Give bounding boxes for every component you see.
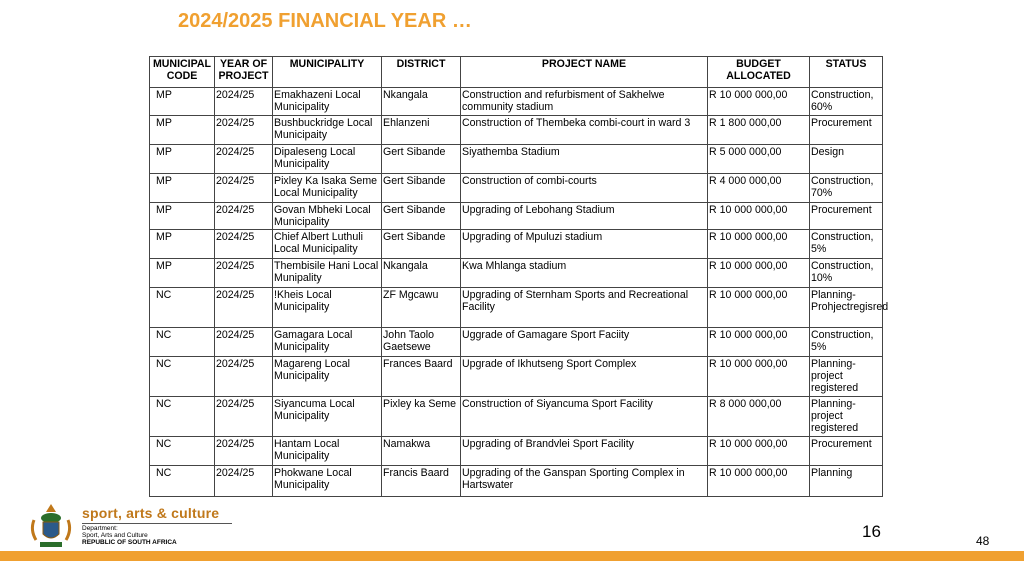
cell-district: John Taolo Gaetsewe xyxy=(382,328,461,357)
cell-status: Procurement xyxy=(810,203,883,230)
cell-year: 2024/25 xyxy=(215,466,273,497)
cell-district: Gert Sibande xyxy=(382,174,461,203)
cell-district: Gert Sibande xyxy=(382,230,461,259)
cell-municipal-code: NC xyxy=(150,466,215,497)
cell-municipality: Emakhazeni Local Municipality xyxy=(273,88,382,116)
cell-year: 2024/25 xyxy=(215,203,273,230)
cell-status: Planning-Prohjectregisred xyxy=(810,288,883,328)
header-year-of-project: YEAR OF PROJECT xyxy=(215,57,273,88)
dept-line3: REPUBLIC OF SOUTH AFRICA xyxy=(82,539,177,546)
header-budget-allocated: BUDGET ALLOCATED xyxy=(708,57,810,88)
cell-project-name: Upgrading of the Ganspan Sporting Complex in Hartswater xyxy=(461,466,708,497)
cell-status: Construction, 5% xyxy=(810,230,883,259)
coat-of-arms-logo xyxy=(26,500,76,550)
table-row xyxy=(150,437,883,466)
cell-status: Planning-project registered xyxy=(810,357,883,397)
cell-municipality: Siyancuma Local Municipality xyxy=(273,397,382,437)
header-status: STATUS xyxy=(810,57,883,88)
table-row xyxy=(150,145,883,174)
cell-project-name: Construction of Thembeka combi-court in ward 3 xyxy=(461,116,708,145)
cell-municipal-code: MP xyxy=(150,116,215,145)
cell-municipal-code: MP xyxy=(150,230,215,259)
header-municipality: MUNICIPALITY xyxy=(273,57,382,88)
cell-municipality: Thembisile Hani Local Munipality xyxy=(273,259,382,288)
cell-budget: R 10 000 000,00 xyxy=(708,288,810,328)
cell-budget: R 10 000 000,00 xyxy=(708,88,810,116)
cell-municipality: Chief Albert Luthuli Local Municipality xyxy=(273,230,382,259)
table-row xyxy=(150,88,883,116)
cell-district: Francis Baard xyxy=(382,466,461,497)
cell-municipality: !Kheis Local Municipality xyxy=(273,288,382,328)
cell-district: Nkangala xyxy=(382,259,461,288)
cell-municipal-code: NC xyxy=(150,357,215,397)
table-row xyxy=(150,116,883,145)
cell-project-name: Construction of combi-courts xyxy=(461,174,708,203)
cell-municipality: Hantam Local Municipality xyxy=(273,437,382,466)
cell-project-name: Uggrade of Gamagare Sport Faciity xyxy=(461,328,708,357)
cell-budget: R 10 000 000,00 xyxy=(708,328,810,357)
page-title: 2024/2025 FINANCIAL YEAR … xyxy=(178,10,472,32)
cell-year: 2024/25 xyxy=(215,328,273,357)
cell-district: Namakwa xyxy=(382,437,461,466)
header-district: DISTRICT xyxy=(382,57,461,88)
cell-status: Planning-project registered xyxy=(810,397,883,437)
table-row xyxy=(150,288,883,328)
cell-municipality: Gamagara Local Municipality xyxy=(273,328,382,357)
brand-divider xyxy=(82,523,232,524)
cell-municipal-code: NC xyxy=(150,397,215,437)
cell-budget: R 10 000 000,00 xyxy=(708,203,810,230)
coat-of-arms-icon xyxy=(26,500,76,550)
cell-status: Design xyxy=(810,145,883,174)
projects-table xyxy=(149,56,889,497)
cell-year: 2024/25 xyxy=(215,437,273,466)
cell-municipal-code: NC xyxy=(150,328,215,357)
footer-accent-bar xyxy=(0,551,1024,561)
cell-year: 2024/25 xyxy=(215,88,273,116)
cell-project-name: Upgrade of Ikhutseng Sport Complex xyxy=(461,357,708,397)
cell-year: 2024/25 xyxy=(215,357,273,397)
cell-budget: R 1 800 000,00 xyxy=(708,116,810,145)
cell-municipal-code: NC xyxy=(150,288,215,328)
cell-district: Frances Baard xyxy=(382,357,461,397)
cell-budget: R 8 000 000,00 xyxy=(708,397,810,437)
cell-budget: R 10 000 000,00 xyxy=(708,437,810,466)
header-municipal-code: MUNICIPAL CODE xyxy=(150,57,215,88)
brand-text: sport, arts & culture xyxy=(82,505,220,521)
cell-municipality: Govan Mbheki Local Municipality xyxy=(273,203,382,230)
cell-project-name: Siyathemba Stadium xyxy=(461,145,708,174)
cell-municipal-code: NC xyxy=(150,437,215,466)
table-row xyxy=(150,328,883,357)
table-row xyxy=(150,259,883,288)
table-row xyxy=(150,466,883,497)
cell-project-name: Kwa Mhlanga stadium xyxy=(461,259,708,288)
table-row xyxy=(150,397,883,437)
cell-year: 2024/25 xyxy=(215,259,273,288)
table-row xyxy=(150,230,883,259)
cell-municipal-code: MP xyxy=(150,145,215,174)
cell-project-name: Upgrading of Mpuluzi stadium xyxy=(461,230,708,259)
cell-budget: R 10 000 000,00 xyxy=(708,466,810,497)
cell-year: 2024/25 xyxy=(215,230,273,259)
cell-project-name: Upgrading of Brandvlei Sport Facility xyxy=(461,437,708,466)
cell-status: Construction, 60% xyxy=(810,88,883,116)
cell-project-name: Upgrading of Sternham Sports and Recreational Facility xyxy=(461,288,708,328)
cell-status: Procurement xyxy=(810,437,883,466)
cell-municipal-code: MP xyxy=(150,88,215,116)
cell-district: Gert Sibande xyxy=(382,145,461,174)
header-project-name: PROJECT NAME xyxy=(461,57,708,88)
cell-status: Construction, 10% xyxy=(810,259,883,288)
cell-municipality: Dipaleseng Local Municipality xyxy=(273,145,382,174)
table-header-row xyxy=(150,57,883,88)
cell-municipal-code: MP xyxy=(150,259,215,288)
cell-district: ZF Mgcawu xyxy=(382,288,461,328)
cell-municipal-code: MP xyxy=(150,174,215,203)
cell-municipality: Pixley Ka Isaka Seme Local Municipality xyxy=(273,174,382,203)
cell-district: Ehlanzeni xyxy=(382,116,461,145)
dept-line1: Department: xyxy=(82,525,118,532)
cell-year: 2024/25 xyxy=(215,288,273,328)
table-body xyxy=(150,88,889,497)
cell-status: Procurement xyxy=(810,116,883,145)
table-row xyxy=(150,174,883,203)
cell-year: 2024/25 xyxy=(215,397,273,437)
cell-year: 2024/25 xyxy=(215,145,273,174)
cell-project-name: Construction of Siyancuma Sport Facility xyxy=(461,397,708,437)
cell-budget: R 10 000 000,00 xyxy=(708,259,810,288)
cell-budget: R 4 000 000,00 xyxy=(708,174,810,203)
cell-budget: R 10 000 000,00 xyxy=(708,357,810,397)
table-row xyxy=(150,203,883,230)
cell-year: 2024/25 xyxy=(215,116,273,145)
cell-year: 2024/25 xyxy=(215,174,273,203)
department-branding xyxy=(82,505,232,546)
cell-municipality: Bushbuckridge Local Municipaity xyxy=(273,116,382,145)
slide-number: 16 xyxy=(862,522,881,541)
page-number: 48 xyxy=(976,534,990,548)
cell-status: Planning xyxy=(810,466,883,497)
table-row xyxy=(150,357,883,397)
cell-municipality: Magareng Local Municipality xyxy=(273,357,382,397)
cell-status: Construction, 5% xyxy=(810,328,883,357)
cell-status: Construction, 70% xyxy=(810,174,883,203)
cell-district: Pixley ka Seme xyxy=(382,397,461,437)
cell-project-name: Construction and refurbisment of Sakhelwe community stadium xyxy=(461,88,708,116)
cell-municipality: Phokwane Local Municipality xyxy=(273,466,382,497)
cell-district: Nkangala xyxy=(382,88,461,116)
cell-project-name: Upgrading of Lebohang Stadium xyxy=(461,203,708,230)
cell-district: Gert Sibande xyxy=(382,203,461,230)
cell-budget: R 10 000 000,00 xyxy=(708,230,810,259)
cell-municipal-code: MP xyxy=(150,203,215,230)
cell-budget: R 5 000 000,00 xyxy=(708,145,810,174)
dept-line2: Sport, Arts and Culture xyxy=(82,532,148,539)
